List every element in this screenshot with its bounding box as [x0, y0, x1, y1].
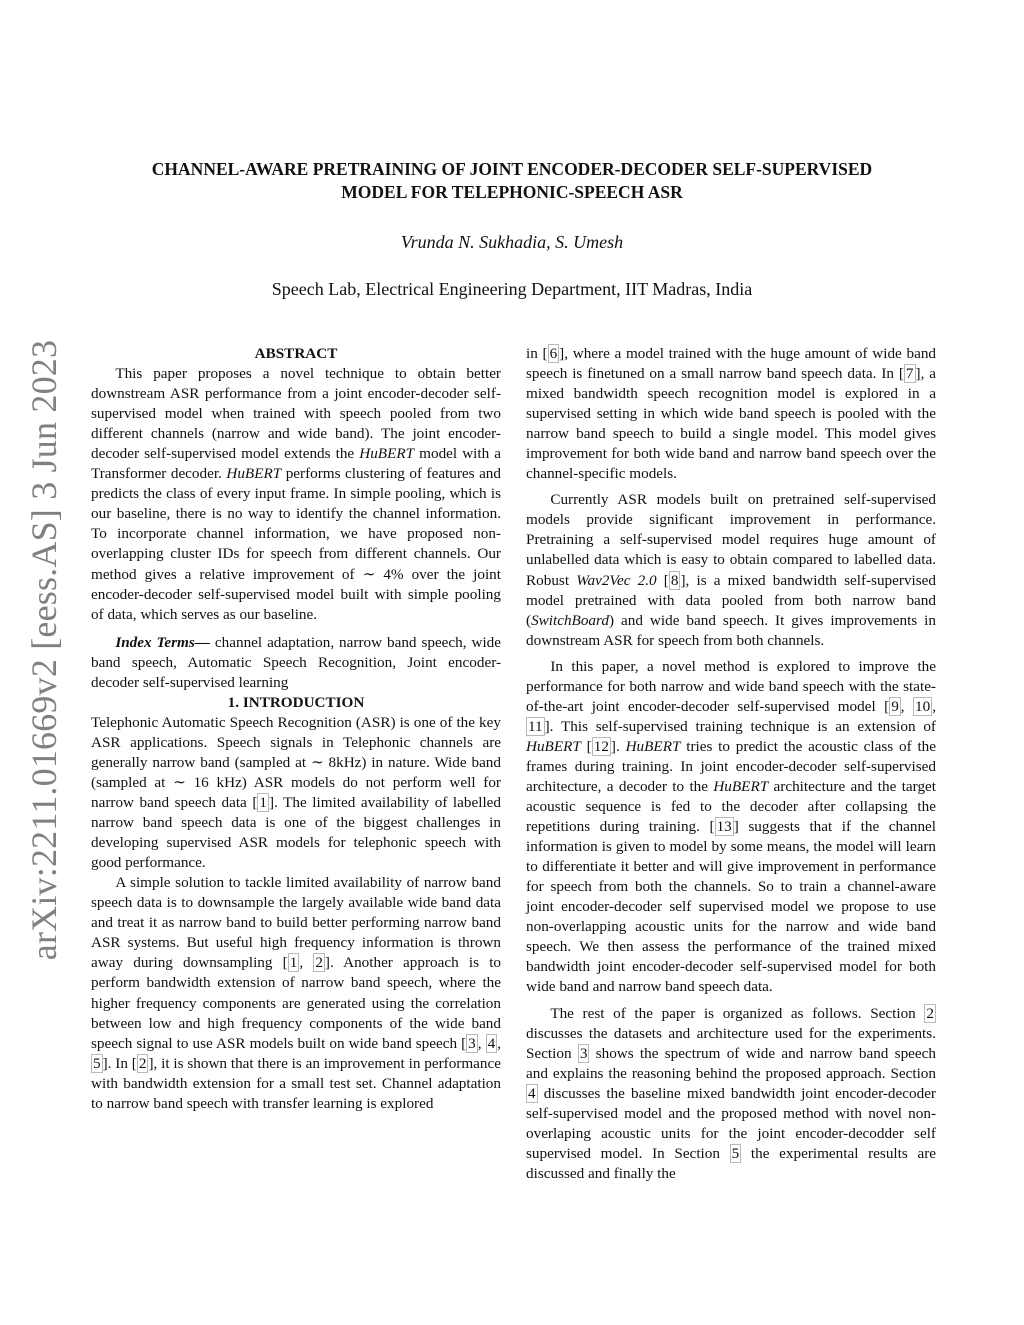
title-line-2: MODEL FOR TELEPHONIC-SPEECH ASR	[341, 182, 683, 202]
intro-paragraph-2: A simple solution to tackle limited availability of narrow band speech data is to downsample the largely available wide band data and treat it as narrow band to build better performing narrow band ASR systems. But useful high frequency information is thrown away during downsampling [ 1 , 2 ]. Another approach is to perform bandwidth extension of narrow band speech, where the higher frequency components are generated using the correlation between low and high frequency components of the wide band speech signal to use ASR models built on wide band speech [ 3 , 4 , 5 ]. In [ 2 ], it is shown that there is an improvement in performance with bandwidth extension for a small test set. Channel adaptation to narrow band speech with transfer learning is explored	[91, 874, 502, 1112]
citation-link[interactable]: 11	[528, 717, 543, 735]
intro-paragraph-4: In this paper, a novel method is explored to improve the performance for both narrow and wide band speech with the state-of-the-art joint encoder-decoder self-supervised model [ 9 , 10 , 11 ]. This self-supervised training technique is an extension of HuBERT [ 12 ]. HuBERT tries to predict the acoustic class of the frames during training. In joint encoder-decoder self-supervised architecture, a decoder to the HuBERT architecture and the target acoustic sequence is fed to the decoder after collapsing the repetitions during training. [ 13 ] suggests that if the channel information is given to model by some means, the model will learn to differentiate it better and will give improvement in performance for speech from both the channels. So to train a channel-aware joint encoder-decoder self supervised model we propose to use non-overlapping acoustic units for the narrow and wide band speech. We then assess the performance of the trained mixed bandwidth joint encoder-decoder self-supervised model for both wide band and narrow band speech data.	[526, 657, 937, 996]
abstract-paragraph: This paper proposes a novel technique to obtain better downstream ASR performance from a joint encoder-decoder self-supervised model when trained with speech pooled from two different channels (narrow and wide band). The joint encoder-decoder self-supervised model extends the HuBERT model with a Transformer decoder. HuBERT performs clustering of features and predicts the class of every input frame. In simple pooling, which is our baseline, there is no way to identify the channel information. To incorporate channel information, we have proposed non-overlapping cluster IDs for speech from different channels. Our method gives a relative improvement of ∼ 4% over the joint encoder-decoder self-supervised model built with simple pooling of data, which serves as our baseline.	[91, 365, 501, 623]
citation-link[interactable]: 3	[468, 1034, 476, 1052]
citation-link[interactable]: 4	[487, 1034, 496, 1052]
citation-link[interactable]: 9	[891, 697, 899, 715]
citation-link[interactable]: 1	[259, 794, 267, 812]
section-link[interactable]: 3	[579, 1044, 588, 1062]
intro-paragraph-3: Currently ASR models built on pretrained self-supervised models provide significant improvement in performance. Pretraining a self-supervised model requires huge amount of unlabelled data which is easy to obtain compared to labelled data. Robust Wav2Vec 2.0 [ 8 ], is a mixed bandwidth self-supervised model pretrained with data pooled from both narrow band (SwitchBoard) and wide band speech. It gives improvements in downstream ASR for speech from both channels.	[526, 491, 937, 649]
title-line-1: CHANNEL-AWARE PRETRAINING OF JOINT ENCODER-DECODER SELF-SUPERVISED	[151, 159, 873, 179]
citation-link[interactable]: 5	[93, 1054, 101, 1072]
index-terms: Index Terms— channel adaptation, narrow band speech, wide band speech, Automatic Speech Recognition, Joint encoder-decoder self-supervised learning	[91, 633, 502, 691]
right-column	[526, 344, 936, 1184]
section-link[interactable]: 5	[731, 1144, 740, 1162]
citation-link[interactable]: 2	[138, 1054, 147, 1072]
intro-paragraph-2-continued: in [ 6 ], where a model trained with the huge amount of wide band speech is finetuned on a small narrow band speech data. In [ 7 ], a mixed bandwidth speech recognition model is explored in a supervised setting in which wide band speech is pooled with the narrow band speech to build a single model. This model gives improvement for both wide band and narrow band speech over the channel-specific models.	[526, 345, 937, 483]
citation-link[interactable]: 6	[549, 345, 558, 362]
paper-page: arXiv:2211.01669v2 [eess.AS] 3 Jun 2023 CHANNEL-AWARE PRETRAINING OF JOINT ENCODER-DECODER SELF-SUPERVISED MODEL FOR TELEPHONIC-SPEECH ASR Vrunda N. Sukhadia, S. Umesh Speech Lab, Electrical Engineering Department, IIT Madras, India ABSTRACT This paper proposes a novel technique to obtain better downstream ASR performance from a joint encoder-decoder self-supervised model when trained with speech pooled from two different channels (narrow and wide band). The joint encoder-decoder self-supervised model extends the HuBERT model with a Transformer decoder. HuBERT performs clustering of features and predicts the class of every input frame. In simple pooling, which is our baseline, there is no way to identify the channel information. To incorporate channel information, we have proposed non-overlapping cluster IDs for speech from different channels. Our method gives a relative improvement of ∼ 4% over the joint encoder-decoder self-supervised model built with simple pooling of data, which serves as our baseline. Index Terms— channel adaptation, narrow band speech, wide band speech, Automatic Speech Recognition, Joint encoder-decoder self-supervised learning 1. INTRODUCTION Telephonic Automatic Speech Recognition (ASR) is one of the key ASR applications. Speech signals in Telephonic channels are generally narrow band (sampled at ∼ 8kHz) in nature. Wide band (sampled at ∼ 16 kHz) ASR models do not perform well for narrow band speech data [ 1 ]. The limited availability of labelled narrow band speech data is one of the biggest challenges in developing supervised ASR models for telephonic speech with good performance. A simple solution to tackle limited availability of narrow band speech data is to downsample the largely available wide band data and treat it as narrow band to build better performing narrow band ASR systems. But useful high frequency information is thrown away during downsampling [ 1 , 2 ]. Another approach is to perform bandwidth extension of narrow band speech, where the higher frequency components are generated using the correlation between low and high frequency components of the wide band speech signal to use ASR models built on wide band speech [ 3 , 4 , 5 ]. In [ 2 ], it is shown that there is an improvement in performance with bandwidth extension for a small test set. Channel adaptation to narrow band speech with transfer learning is explored in [ 6 ], where a model trained with the huge amount of wide band speech is finetuned on a small narrow band speech data. In [ 7 ], a mixed bandwidth speech recognition model is explored in a supervised setting in which wide band speech is pooled with the narrow band speech to build a single model. This model gives improvement for both wide band and narrow band speech over the channel-specific models. Currently ASR models built on pretrained self-supervised models provide significant improvement in performance. Pretraining a self-supervised model requires huge amount of unlabelled data which is easy to obtain compared to labelled data. Robust Wav2Vec 2.0 [ 8 ], is a mixed bandwidth self-supervised model pretrained with data pooled from both narrow band (SwitchBoard) and wide band speech. It gives improvements in downstream ASR for speech from both channels. In this paper, a novel method is explored to improve the performance for both narrow and wide band speech with the state-of-the-art joint encoder-decoder self-supervised model [ 9 , 10 , 11 ]. This self-supervised training technique is an extension of HuBERT [ 12 ]. HuBERT tries to predict the acoustic class of the frames during training. In joint encoder-decoder self-supervised architecture, a decoder to the HuBERT architecture and the target acoustic sequence is fed to the decoder after collapsing the repetitions during training. [ 13 ] suggests that if the channel information is given to model by some means, the model will learn to differentiate it better and will give improvement in performance for speech from both the channels. So to train a channel-aware joint encoder-decoder self supervised model we propose to use non-overlapping acoustic units for the narrow and wide band speech. We then assess the performance of the trained mixed bandwidth joint encoder-decoder self-supervised model for both wide band and narrow band speech data. The rest of the paper is organized as follows. Section 2 discusses the datasets and architecture used for the experiments. Section 3 shows the spectrum of wide and narrow band speech and explains the reasoning behind the proposed approach. Section 4 discusses the baseline mixed bandwidth joint encoder-decoder self-supervised model and the proposed method with novel non-overlaping acoustic units for the joint encoder-decodder self supervised model. In Section 5 the experimental results are discussed and finally the	[0, 0, 1024, 1325]
citation-link[interactable]: 10	[915, 697, 931, 715]
citation-link[interactable]: 7	[905, 365, 914, 383]
intro-paragraph-1: Telephonic Automatic Speech Recognition (ASR) is one of the key ASR applications. Speech signals in Telephonic channels are generally narrow band (sampled at ∼ 8kHz) in nature. Wide band (sampled at ∼ 16 kHz) ASR models do not perform well for narrow band speech data [ 1 ]. The limited availability of labelled narrow band speech data is one of the biggest challenges in developing supervised ASR models for telephonic speech with good performance.	[91, 713, 501, 872]
section-link[interactable]: 4	[528, 1084, 536, 1102]
abstract-heading: ABSTRACT	[254, 345, 338, 362]
intro-heading: 1. INTRODUCTION	[227, 693, 365, 711]
citation-link[interactable]: 8	[670, 571, 679, 589]
citation-link[interactable]: 12	[593, 737, 609, 755]
left-column	[91, 344, 501, 1114]
affiliation: Speech Lab, Electrical Engineering Department, IIT Madras, India	[271, 279, 753, 299]
paper-title	[90, 158, 934, 204]
citation-link[interactable]: 1	[289, 954, 298, 972]
section-link[interactable]: 2	[926, 1004, 934, 1022]
authors: Vrunda N. Sukhadia, S. Umesh	[400, 232, 624, 252]
citation-link[interactable]: 13	[716, 818, 732, 836]
citation-link[interactable]: 2	[315, 954, 323, 972]
intro-paragraph-5: The rest of the paper is organized as follows. Section 2 discusses the datasets and architecture used for the experiments. Section 3 shows the spectrum of wide and narrow band speech and explains the reasoning behind the proposed approach. Section 4 discusses the baseline mixed bandwidth joint encoder-decoder self-supervised model and the proposed method with novel non-overlaping acoustic units for the joint encoder-decodder self supervised model. In Section 5 the experimental results are discussed and finally the	[526, 1004, 936, 1182]
